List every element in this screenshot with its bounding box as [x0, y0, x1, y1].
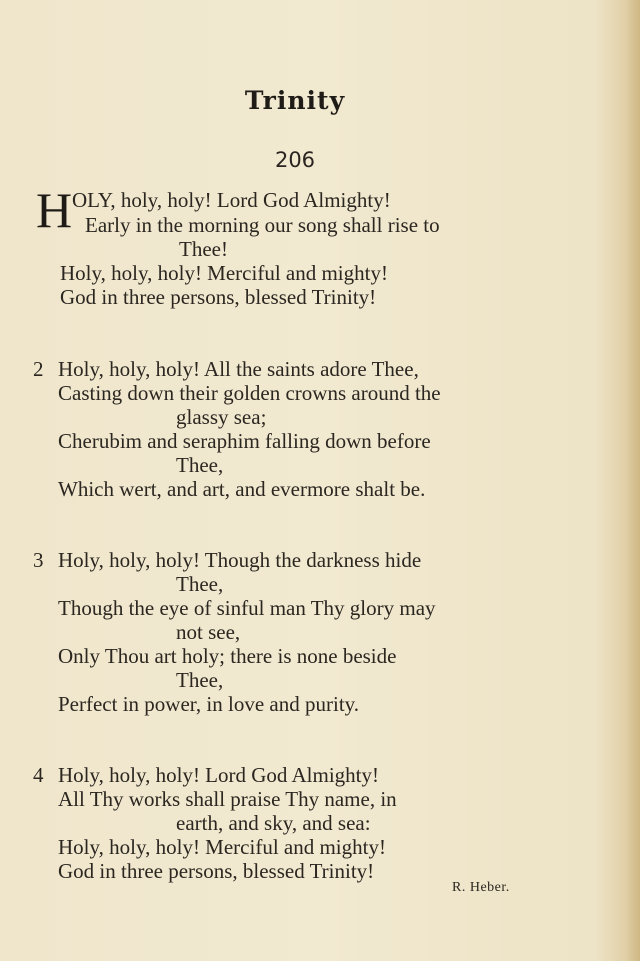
verse-1-line: God in three persons, blessed Trinity! — [60, 285, 377, 309]
verse-2-line: Casting down their golden crowns around the — [58, 381, 441, 405]
verse-2-line: Thee, — [176, 453, 224, 477]
verse-1-line: Holy, holy, holy! Merciful and mighty! — [60, 261, 388, 285]
verse-2-line: glassy sea; — [176, 405, 267, 429]
verse-3-line: Though the eye of sinful man Thy glory may — [58, 596, 436, 620]
verse-3-line: Only Thou art holy; there is none beside — [58, 644, 397, 668]
verse-4-number: 4 — [33, 763, 44, 787]
hymn-number: 206 — [274, 148, 316, 172]
verse-4-line: Holy, holy, holy! Lord God Almighty! — [58, 763, 380, 787]
verse-3-line: Thee, — [176, 668, 224, 692]
verse-3-line: Holy, holy, holy! Though the darkness hide — [58, 548, 422, 572]
verse-4-line: All Thy works shall praise Thy name, in — [58, 787, 397, 811]
verse-3-number: 3 — [33, 548, 44, 572]
drop-cap: H — [36, 182, 73, 238]
attribution: R. Heber. — [452, 880, 510, 895]
verse-1-line: OLY, holy, holy! Lord God Almighty! — [72, 188, 391, 212]
verse-2-line: Holy, holy, holy! All the saints adore Thee, — [58, 357, 419, 381]
verse-1-line: Early in the morning our song shall rise to — [85, 213, 440, 237]
section-title: Trinity — [244, 86, 346, 115]
verse-3-line: Perfect in power, in love and purity. — [58, 692, 360, 716]
page-edge-shadow — [626, 0, 640, 961]
verse-2-line: Which wert, and art, and evermore shalt be. — [58, 477, 426, 501]
verse-3-line: Thee, — [176, 572, 224, 596]
verse-2-line: Cherubim and seraphim falling down before — [58, 429, 431, 453]
verse-4-line: earth, and sky, and sea: — [176, 811, 371, 835]
verse-1-line: Thee! — [179, 237, 228, 261]
verse-4-line: God in three persons, blessed Trinity! — [58, 859, 375, 883]
verse-4-line: Holy, holy, holy! Merciful and mighty! — [58, 835, 386, 859]
verse-3-line: not see, — [176, 620, 241, 644]
verse-2-number: 2 — [33, 357, 44, 381]
